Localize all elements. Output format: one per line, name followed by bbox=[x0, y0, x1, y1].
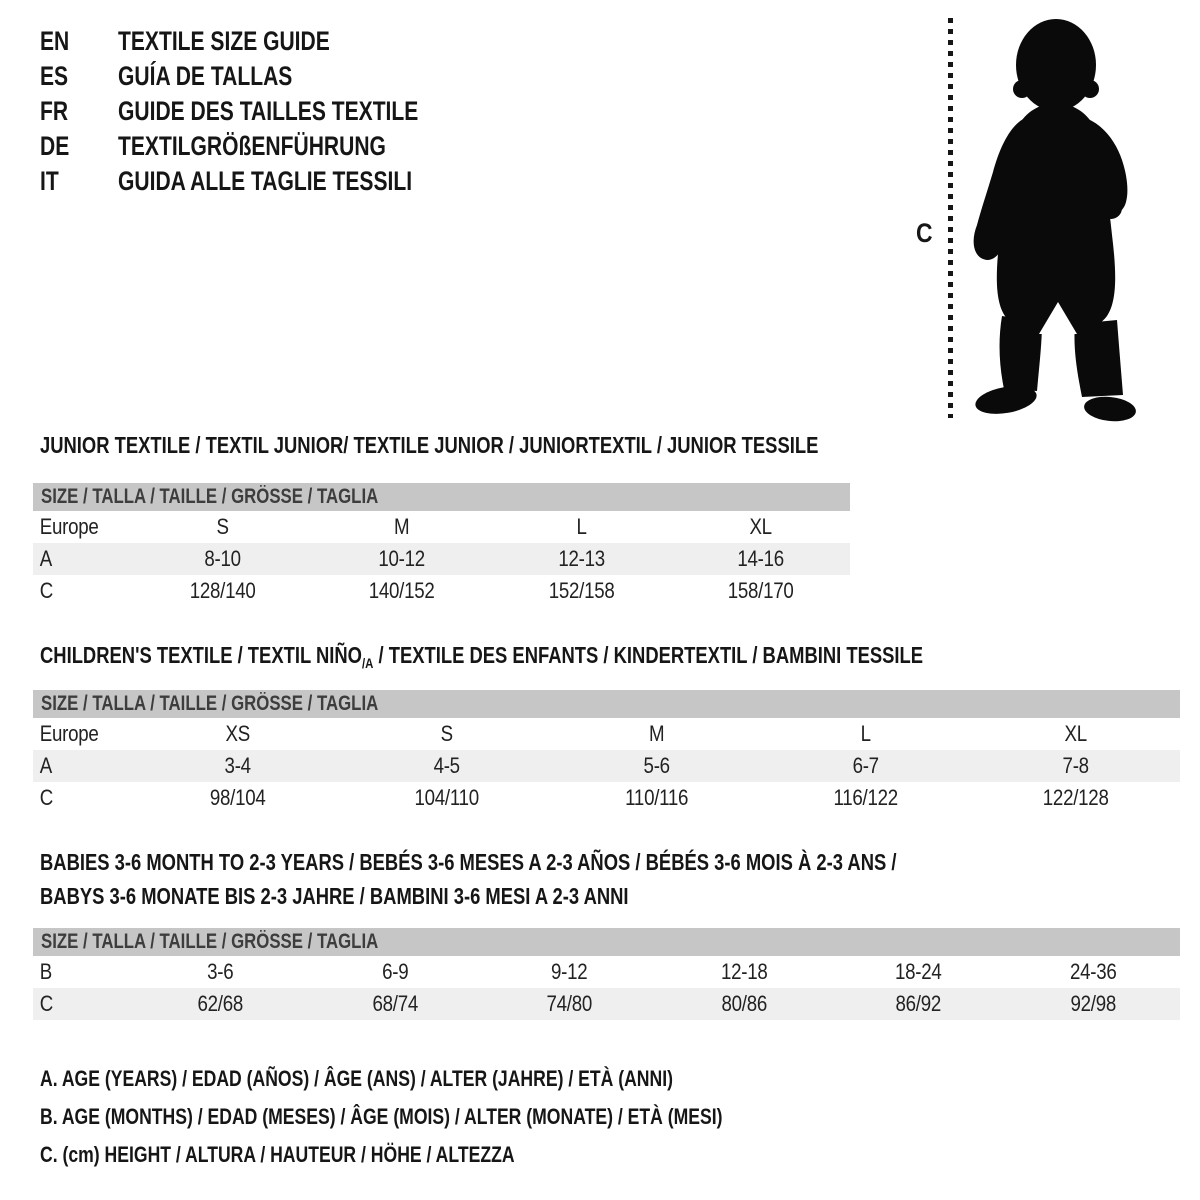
table-cell: L bbox=[576, 514, 587, 539]
table-cell: L bbox=[860, 721, 871, 746]
children-title-text: CHILDREN'S TEXTILE / TEXTIL NIÑO bbox=[40, 642, 362, 668]
language-code: DE bbox=[40, 131, 70, 161]
table-cell: 9-12 bbox=[551, 959, 588, 984]
table-cell: 98/104 bbox=[209, 785, 266, 810]
size-table-header-label: SIZE / TALLA / TAILLE / GRÖSSE / TAGLIA bbox=[41, 692, 379, 715]
table-cell: 86/92 bbox=[895, 991, 942, 1016]
table-cell: XS bbox=[225, 721, 250, 746]
language-title: GUIDA ALLE TAGLIE TESSILI bbox=[118, 166, 413, 196]
language-row bbox=[40, 164, 418, 199]
table-row bbox=[33, 543, 850, 575]
children-title-rest: / TEXTILE DES ENFANTS / KINDERTEXTIL / BAMBINI TESSILE bbox=[373, 642, 924, 668]
language-title: GUIDE DES TAILLES TEXTILE bbox=[118, 96, 419, 126]
row-label: A bbox=[39, 753, 53, 778]
size-table-header bbox=[33, 483, 850, 511]
babies-size-table bbox=[33, 928, 1180, 1020]
row-label: A bbox=[39, 546, 53, 571]
table-cell: 68/74 bbox=[371, 991, 418, 1016]
height-dashed-line bbox=[948, 18, 953, 418]
table-cell: S bbox=[440, 721, 454, 746]
table-cell: 6-7 bbox=[852, 753, 880, 778]
row-label: Europe bbox=[39, 721, 99, 746]
table-cell: 12-13 bbox=[557, 546, 605, 571]
table-cell: M bbox=[648, 721, 665, 746]
table-cell: 104/110 bbox=[414, 785, 480, 810]
height-figure bbox=[905, 8, 1155, 433]
legend-line-b: B. AGE (MONTHS) / EDAD (MESES) / ÂGE (MOIS) / ALTER (MONATE) / ETÀ (MESI) bbox=[40, 1104, 723, 1129]
table-cell: XL bbox=[749, 514, 772, 539]
table-cell: 24-36 bbox=[1069, 959, 1117, 984]
children-section-title bbox=[40, 642, 924, 672]
junior-section-title: JUNIOR TEXTILE / TEXTIL JUNIOR/ TEXTILE JUNIOR / JUNIORTEXTIL / JUNIOR TESSILE bbox=[40, 432, 819, 458]
table-cell: S bbox=[216, 514, 229, 539]
table-row bbox=[33, 750, 1180, 782]
table-cell: 3-4 bbox=[224, 753, 251, 778]
babies-title-line2: BABYS 3-6 MONATE BIS 2-3 JAHRE / BAMBINI 3-6 MESI A 2-3 ANNI bbox=[40, 883, 629, 909]
legend-line-a: A. AGE (YEARS) / EDAD (AÑOS) / ÂGE (ANS) / ALTER (JAHRE) / ETÀ (ANNI) bbox=[40, 1066, 673, 1091]
table-cell: 152/158 bbox=[548, 578, 615, 603]
table-cell: 4-5 bbox=[433, 753, 461, 778]
language-code: FR bbox=[40, 96, 69, 126]
table-row bbox=[33, 782, 1180, 814]
table-cell: 92/98 bbox=[1069, 991, 1116, 1016]
table-cell: 128/140 bbox=[189, 578, 256, 603]
table-cell: 10-12 bbox=[378, 546, 426, 571]
height-c-label: C bbox=[916, 218, 933, 248]
language-title: TEXTILGRÖßENFÜHRUNG bbox=[118, 131, 386, 161]
size-table-header bbox=[33, 928, 1180, 956]
table-cell: 158/170 bbox=[727, 578, 794, 603]
row-label: C bbox=[39, 991, 54, 1016]
size-table-header-label: SIZE / TALLA / TAILLE / GRÖSSE / TAGLIA bbox=[41, 930, 379, 953]
table-cell: 6-9 bbox=[381, 959, 408, 984]
table-row bbox=[33, 511, 850, 543]
language-title-list bbox=[40, 24, 418, 199]
language-title: TEXTILE SIZE GUIDE bbox=[118, 26, 330, 56]
legend bbox=[40, 1060, 893, 1174]
row-label: Europe bbox=[39, 514, 99, 539]
table-cell: 80/86 bbox=[720, 991, 767, 1016]
row-label: B bbox=[39, 959, 53, 984]
language-row bbox=[40, 24, 418, 59]
language-row bbox=[40, 59, 418, 94]
table-cell: M bbox=[394, 514, 410, 539]
children-size-table bbox=[33, 690, 1180, 814]
language-code: ES bbox=[40, 61, 69, 91]
children-title-subscript: /A bbox=[361, 656, 374, 672]
table-cell: 116/122 bbox=[833, 785, 899, 810]
table-cell: 122/128 bbox=[1042, 785, 1109, 810]
language-row bbox=[40, 94, 418, 129]
table-cell: 8-10 bbox=[204, 546, 241, 571]
language-title: GUÍA DE TALLAS bbox=[118, 61, 293, 91]
language-row bbox=[40, 129, 418, 164]
language-code: IT bbox=[40, 166, 59, 196]
table-cell: 12-18 bbox=[720, 959, 768, 984]
toddler-silhouette-icon bbox=[965, 10, 1145, 425]
table-cell: 5-6 bbox=[643, 753, 670, 778]
table-cell: 7-8 bbox=[1062, 753, 1089, 778]
table-cell: 14-16 bbox=[737, 546, 784, 571]
table-row bbox=[33, 988, 1180, 1020]
table-cell: 62/68 bbox=[197, 991, 244, 1016]
table-row bbox=[33, 956, 1180, 988]
babies-section-title bbox=[40, 845, 896, 913]
row-label: C bbox=[39, 578, 54, 603]
table-row bbox=[33, 718, 1180, 750]
language-code: EN bbox=[40, 26, 70, 56]
table-cell: 74/80 bbox=[546, 991, 593, 1016]
legend-line-c: C. (cm) HEIGHT / ALTURA / HAUTEUR / HÖHE / ALTEZZA bbox=[40, 1142, 515, 1167]
table-cell: 140/152 bbox=[368, 578, 435, 603]
babies-title-line1: BABIES 3-6 MONTH TO 2-3 YEARS / BEBÉS 3-6 MESES A 2-3 AÑOS / BÉBÉS 3-6 MOIS À 2-3 ANS / bbox=[40, 849, 897, 875]
table-cell: 18-24 bbox=[894, 959, 942, 984]
junior-size-table bbox=[33, 483, 850, 607]
row-label: C bbox=[39, 785, 54, 810]
size-table-header bbox=[33, 690, 1180, 718]
table-cell: 110/116 bbox=[624, 785, 689, 810]
table-row bbox=[33, 575, 850, 607]
table-cell: XL bbox=[1064, 721, 1087, 746]
size-table-header-label: SIZE / TALLA / TAILLE / GRÖSSE / TAGLIA bbox=[41, 485, 379, 508]
table-cell: 3-6 bbox=[207, 959, 234, 984]
